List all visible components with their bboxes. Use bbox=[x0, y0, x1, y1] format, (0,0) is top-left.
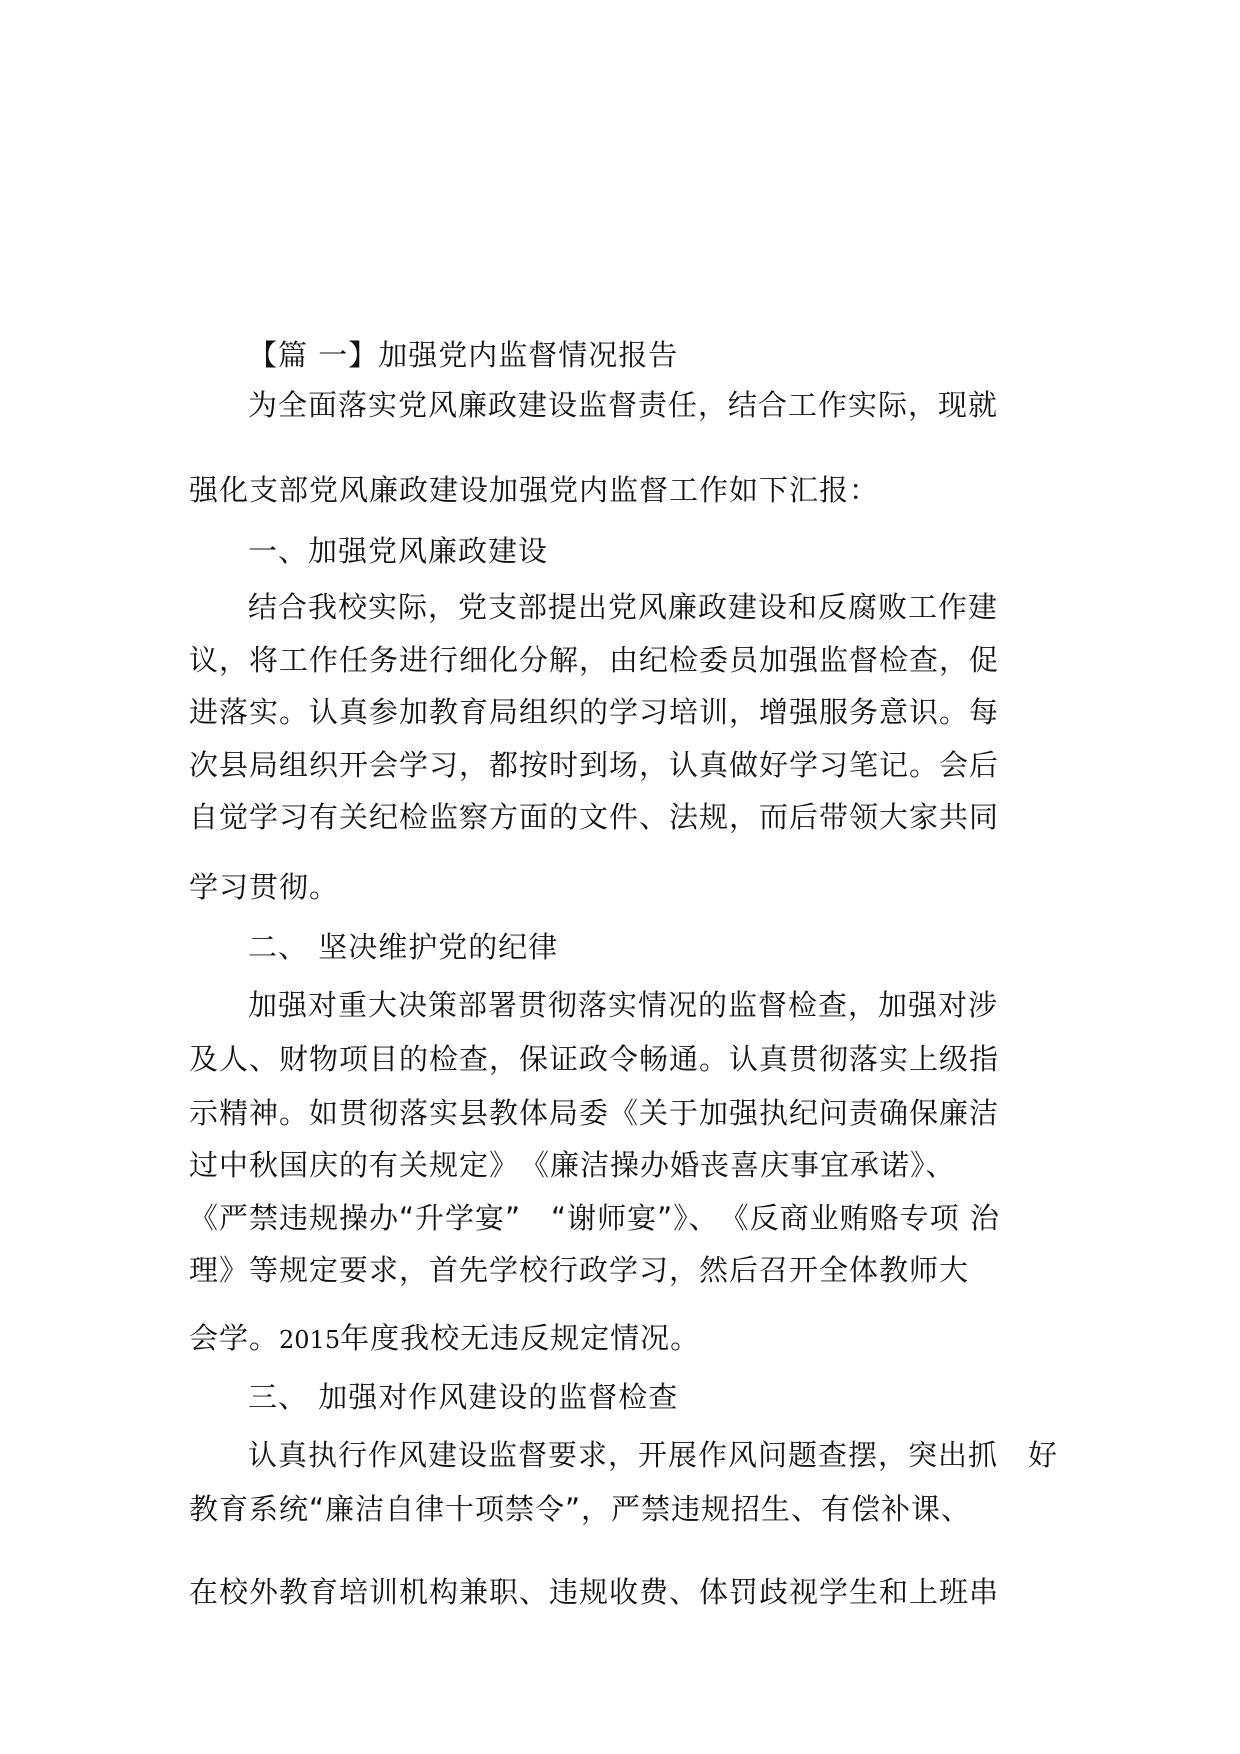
section-2-line-6: 理》等规定要求，首先学校行政学习，然后召开全体教师大 bbox=[189, 1253, 970, 1287]
section-1-heading: 一、加强党风廉政建设 bbox=[248, 534, 549, 568]
section-2-heading: 二、 坚决维护党的纪律 bbox=[248, 930, 559, 964]
section-2-line-5: 《严禁违规操办“升学宴” “谢师宴”》、 《反商业贿赂专项 治 bbox=[189, 1201, 1000, 1235]
section-2-year: 2015 bbox=[279, 1326, 341, 1354]
intro-line-2: 强化支部党风廉政建设加强党内监督工作如下汇报： bbox=[189, 473, 880, 507]
section-2-line-7-start: 会学。 bbox=[189, 1321, 280, 1355]
intro-line-1: 为全面落实党风廉政建设监督责任，结合工作实际，现就 bbox=[248, 388, 999, 422]
section-1-line-4: 次县局组织开会学习，都按时到场，认真做好学习笔记。会后 bbox=[189, 748, 1000, 782]
section-2-line-3: 示精神。如贯彻落实县教体局委《关于加强执纪问责确保廉洁 bbox=[189, 1096, 1000, 1130]
section-1-line-3: 进落实。认真参加教育局组织的学习培训，增强服务意识。每 bbox=[189, 695, 1000, 729]
section-2-line-7 bbox=[189, 1318, 700, 1360]
section-3-line-1: 认真执行作风建设监督要求，开展作风问题查摆，突出抓 好 bbox=[248, 1438, 1059, 1472]
section-1-line-1: 结合我校实际，党支部提出党风廉政建设和反腐败工作建 bbox=[248, 590, 999, 624]
section-1-line-2: 议，将工作任务进行细化分解，由纪检委员加强监督检查，促 bbox=[189, 643, 1000, 677]
section-1-line-5: 自觉学习有关纪检监察方面的文件、法规，而后带领大家共同 bbox=[189, 800, 1000, 834]
section-2-line-2: 及人、财物项目的检查，保证政令畅通。认真贯彻落实上级指 bbox=[189, 1042, 1000, 1076]
section-2-line-4: 过中秋国庆的有关规定》 《廉洁操办婚丧喜庆事宜承诺》、 bbox=[189, 1148, 956, 1182]
section-3-line-2: 教育系统“廉洁自律十项禁令”，严禁违规招生、有偿补课、 bbox=[189, 1492, 972, 1526]
section-2-line-7-end: 年度我校无违反规定情况。 bbox=[340, 1321, 701, 1355]
section-3-line-3: 在校外教育培训机构兼职、违规收费、体罚歧视学生和上班串 bbox=[189, 1575, 1000, 1609]
section-3-heading: 三、 加强对作风建设的监督检查 bbox=[248, 1380, 679, 1414]
section-2-line-1: 加强对重大决策部署贯彻落实情况的监督检查，加强对涉 bbox=[248, 988, 999, 1022]
section-1-line-6: 学习贯彻。 bbox=[189, 870, 340, 904]
document-title: 【篇 一】加强党内监督情况报告 bbox=[248, 338, 679, 372]
